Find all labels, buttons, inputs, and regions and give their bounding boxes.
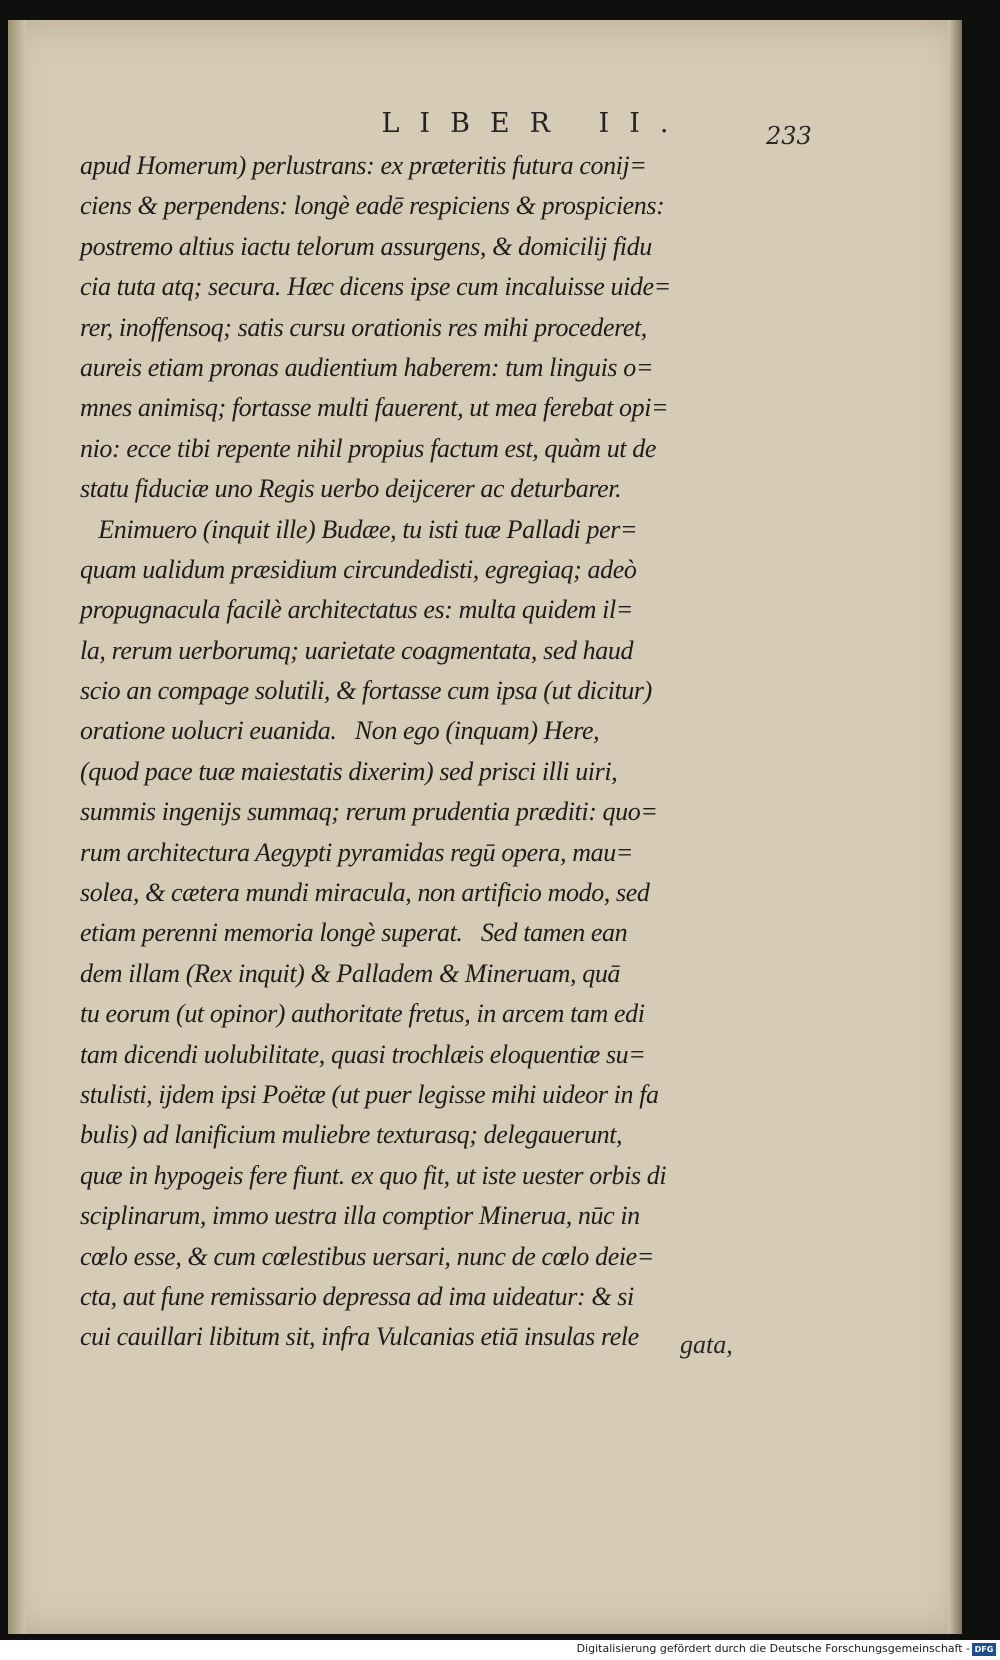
- text-line: ciens & perpendens: longè eadē respiciens & prospiciens:: [80, 191, 665, 221]
- page-fore-edge: [948, 20, 962, 1634]
- text-line: propugnacula facilè architectatus es: multa quidem il=: [80, 595, 633, 625]
- page-gutter-shadow: [8, 20, 26, 1634]
- page-number: 233: [766, 122, 812, 150]
- text-line: solea, & cætera mundi miracula, non artificio modo, sed: [80, 878, 650, 908]
- text-line: etiam perenni memoria longè superat. Sed tamen ean: [80, 918, 628, 948]
- text-line: statu fiduciæ uno Regis uerbo deijcerer ac deturbarer.: [80, 474, 622, 504]
- body-text: [80, 146, 758, 1358]
- running-head: LIBER II.: [381, 108, 689, 139]
- text-line: dem illam (Rex inquit) & Palladem & Mineruam, quā: [80, 958, 621, 988]
- text-line: scio an compage solutili, & fortasse cum ipsa (ut dicitur): [80, 676, 652, 706]
- text-line: rer, inoffensoq; satis cursu orationis res mihi procederet,: [80, 312, 647, 342]
- text-line: oratione uolucri euanida. Non ego (inquam) Here,: [80, 716, 600, 746]
- text-line: quæ in hypogeis fere fiunt. ex quo fit, ut iste uester orbis di: [80, 1160, 667, 1190]
- text-line: cta, aut fune remissario depressa ad ima uideatur: & si: [80, 1281, 634, 1311]
- text-line: Enimuero (inquit ille) Budæe, tu isti tuæ Palladi per=: [80, 514, 638, 544]
- text-line: cœlo esse, & cum cœlestibus uersari, nunc de cœlo deie=: [80, 1241, 654, 1271]
- text-line: cia tuta atq; secura. Hæc dicens ipse cum incaluisse uide=: [80, 272, 671, 302]
- text-line: nio: ecce tibi repente nihil propius factum est, quàm ut de: [80, 433, 656, 463]
- catchword: gata,: [680, 1330, 733, 1359]
- text-line: sciplinarum, immo uestra illa comptior Minerua, nūc in: [80, 1201, 640, 1231]
- text-line: quam ualidum præsidium circundedisti, egregiaq; adeò: [80, 554, 637, 584]
- text-line: la, rerum uerborumq; uarietate coagmentata, sed haud: [80, 635, 634, 665]
- text-line: (quod pace tuæ maiestatis dixerim) sed prisci illi uiri,: [80, 756, 618, 786]
- text-line: apud Homerum) perlustrans: ex præteritis futura conij=: [80, 151, 647, 180]
- text-line: cui cauillari libitum sit, infra Vulcanias etiā insulas rele: [80, 1322, 639, 1352]
- text-line: stulisti, ijdem ipsi Poëtæ (ut puer legisse mihi uideor in fa: [80, 1079, 659, 1109]
- text-line: summis ingenijs summaq; rerum prudentia præditi: quo=: [80, 797, 658, 827]
- text-line: tam dicendi uolubilitate, quasi trochlæis eloquentiæ su=: [80, 1039, 646, 1069]
- text-line: postremo altius iactu telorum assurgens, & domicilij fidu: [80, 231, 652, 261]
- dfg-logo: DFG: [972, 1643, 996, 1656]
- text-line: bulis) ad lanificium muliebre texturasq; delegauerunt,: [80, 1120, 623, 1150]
- text-line: rum architectura Aegypti pyramidas regū opera, mau=: [80, 837, 633, 867]
- text-line: aureis etiam pronas audientium haberem: tum linguis o=: [80, 352, 653, 382]
- funding-credit: Digitalisierung gefördert durch die Deutsche Forschungsgemeinschaft -: [576, 1642, 970, 1655]
- text-line: mnes animisq; fortasse multi fauerent, ut mea ferebat opi=: [80, 393, 669, 423]
- text-line: tu eorum (ut opinor) authoritate fretus, in arcem tam edi: [80, 999, 645, 1029]
